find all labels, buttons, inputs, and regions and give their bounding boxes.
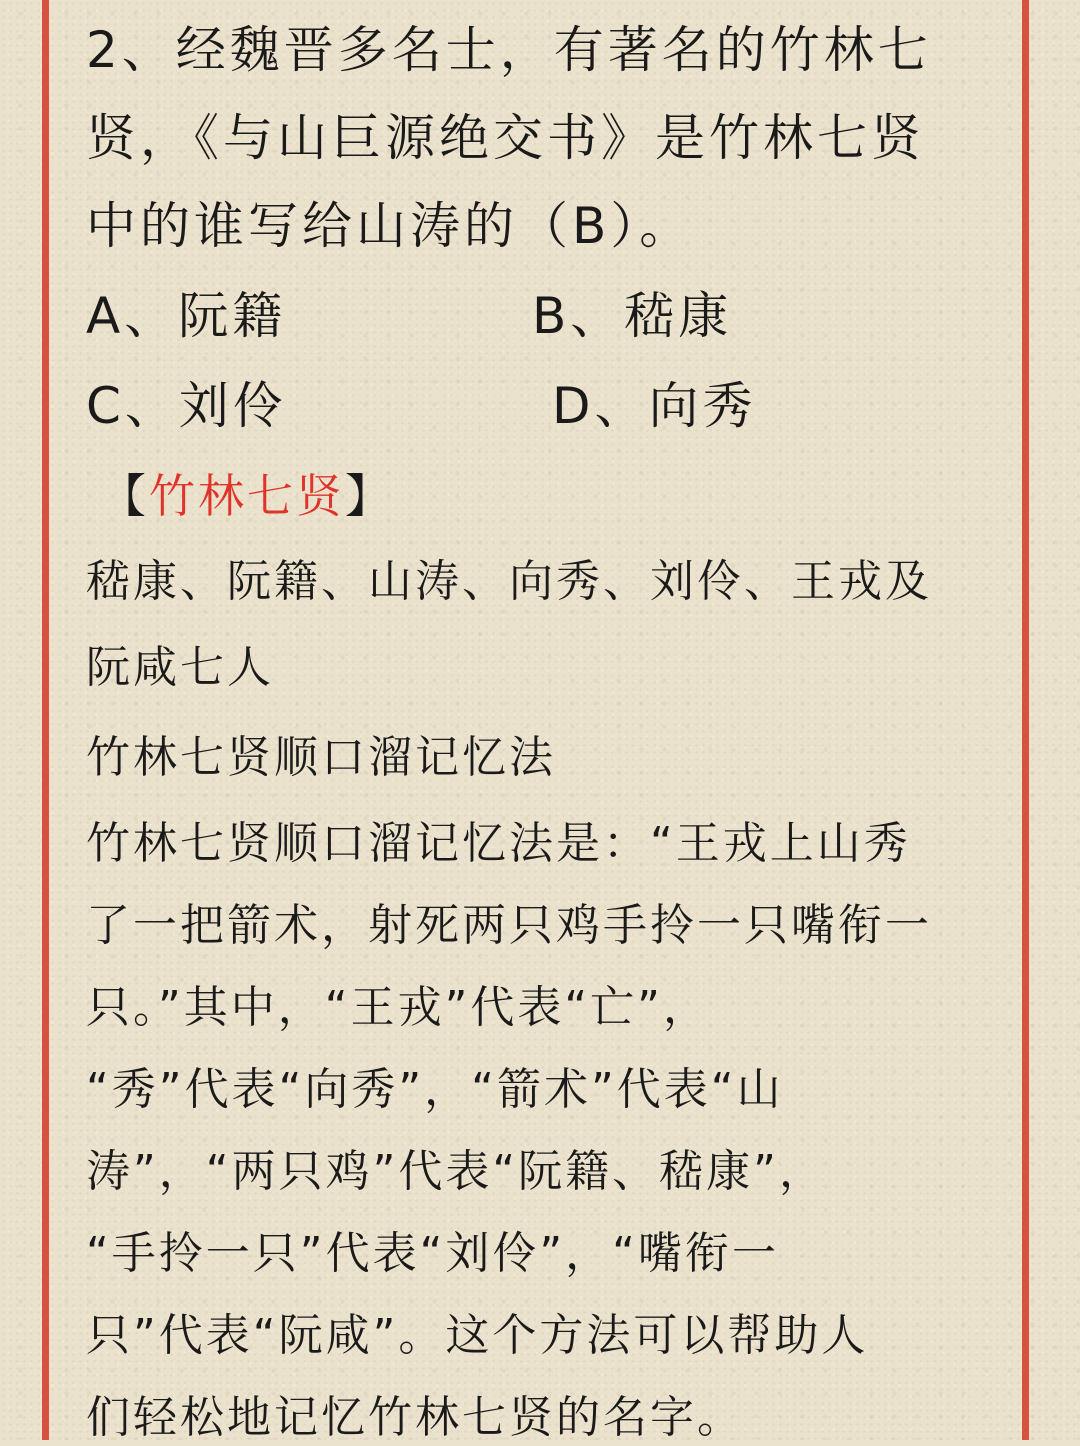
body-line-1: 嵇康、阮籍、山涛、向秀、刘伶、王戎及 — [86, 556, 932, 607]
heading-title: 竹林七贤 — [149, 469, 345, 523]
body-line-10: 只”代表“阮咸”。这个方法可以帮助人 — [86, 1310, 869, 1361]
body-line-11: 们轻松地记忆竹林七贤的名字。 — [86, 1392, 744, 1443]
question-line-1: 2、经魏晋多名士，有著名的竹林七 — [86, 21, 932, 79]
option-d: D、向秀 — [552, 377, 757, 435]
body-line-4: 竹林七贤顺口溜记忆法是：“王戎上山秀 — [86, 818, 911, 869]
question-line-2: 贤，《与山巨源绝交书》是竹林七贤 — [86, 109, 925, 167]
heading-bracket-open: 【 — [100, 469, 149, 523]
section-heading — [100, 466, 394, 526]
left-red-border — [42, 0, 49, 1440]
option-c: C、刘伶 — [86, 377, 287, 435]
right-red-border — [1022, 0, 1029, 1440]
option-a: A、阮籍 — [86, 287, 287, 345]
body-line-7: “秀”代表“向秀”，“箭术”代表“山 — [86, 1064, 784, 1115]
body-line-2: 阮咸七人 — [86, 642, 274, 693]
question-line-3: 中的谁写给山涛的（B）。 — [86, 197, 694, 255]
body-line-5: 了一把箭术，射死两只鸡手拎一只嘴衔一 — [86, 900, 932, 951]
body-line-3: 竹林七贤顺口溜记忆法 — [86, 732, 556, 783]
option-b: B、嵇康 — [532, 287, 733, 345]
body-line-9: “手拎一只”代表“刘伶”，“嘴衔一 — [86, 1228, 779, 1279]
body-line-6: 只。”其中，“王戎”代表“亡”， — [86, 982, 710, 1033]
heading-bracket-close: 】 — [345, 469, 394, 523]
body-line-8: 涛”，“两只鸡”代表“阮籍、嵇康”， — [86, 1146, 826, 1197]
